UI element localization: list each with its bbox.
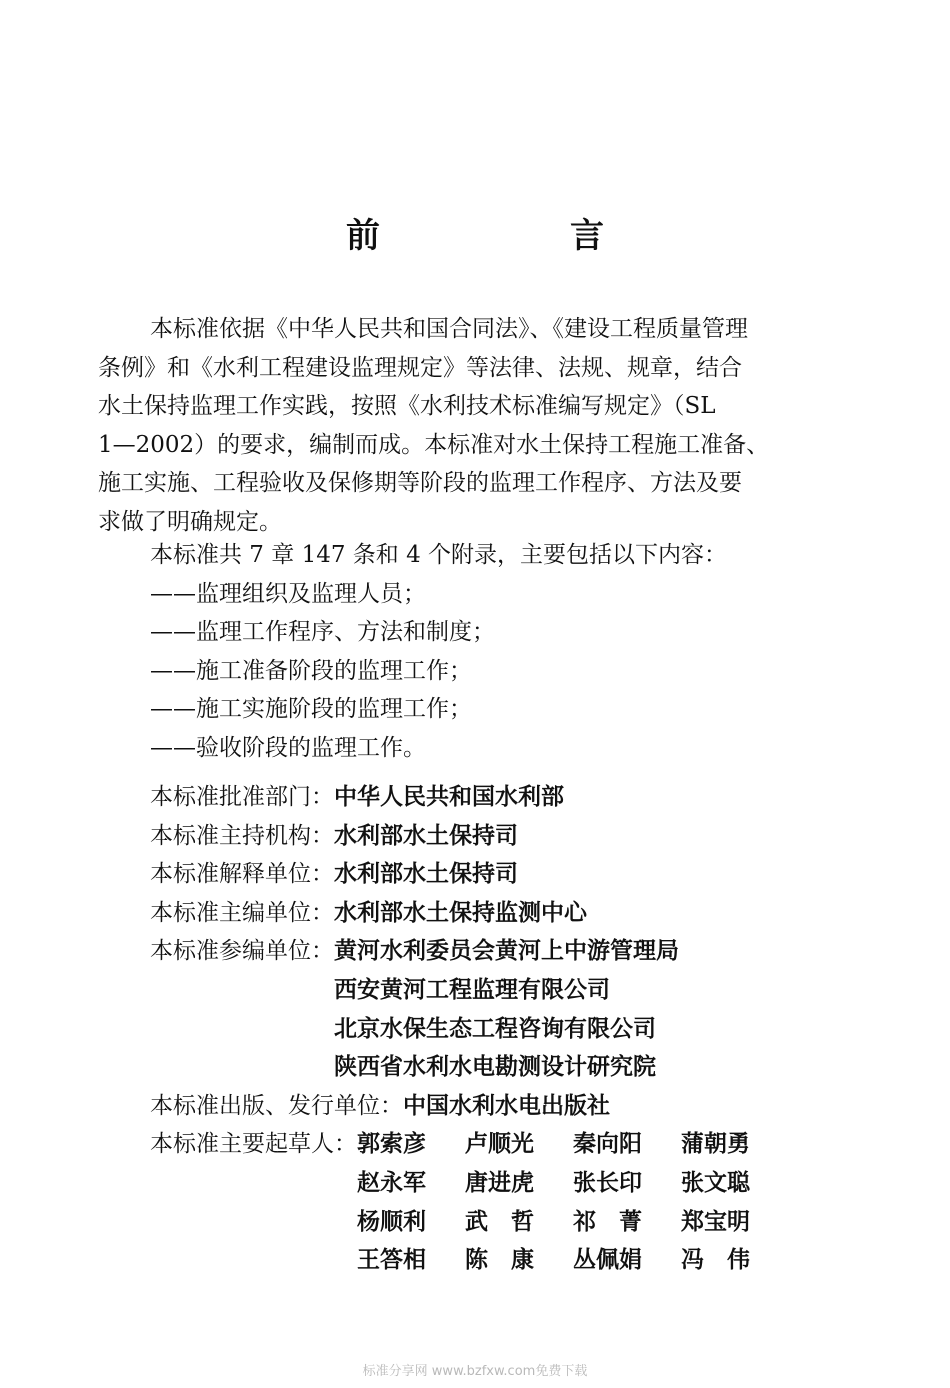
approval-row	[150, 778, 789, 817]
drafters-label: 本标准主要起草人：	[150, 1131, 357, 1158]
drafter-name: 秦向阳	[573, 1131, 642, 1158]
intro-paragraph	[98, 310, 848, 542]
participant-unit: 黄河水利委员会黄河上中游管理局	[334, 938, 679, 965]
drafter-name: 冯 伟	[681, 1247, 750, 1274]
chief-editor-label: 本标准主编单位：	[150, 899, 334, 926]
contents-list	[150, 536, 727, 768]
watermark-footer: 标准分享网 www.bzfxw.com免费下载	[362, 1364, 588, 1379]
host-label: 本标准主持机构：	[150, 822, 334, 849]
intro-line: 施工实施、工程验收及保修期等阶段的监理工作程序、方法及要	[98, 470, 742, 497]
drafter-name: 郑宝明	[681, 1208, 750, 1235]
host-row	[150, 817, 789, 856]
host-value: 水利部水土保持司	[334, 822, 518, 849]
drafter-name: 唐进虎	[465, 1169, 534, 1196]
drafter-name: 丛佩娟	[573, 1247, 642, 1274]
interpreter-label: 本标准解释单位：	[150, 861, 334, 888]
participant-unit: 西安黄河工程监理有限公司	[334, 976, 610, 1003]
drafter-name: 张长印	[573, 1169, 642, 1196]
interpreter-value: 水利部水土保持司	[334, 861, 518, 888]
drafter-name: 赵永军	[357, 1169, 426, 1196]
chief-editor-row	[150, 894, 789, 933]
intro-line: 本标准依据《中华人民共和国合同法》、《建设工程质量管理	[150, 316, 748, 342]
drafter-name: 卢顺光	[465, 1131, 534, 1158]
drafter-name: 陈 康	[465, 1247, 534, 1274]
list-item: ——监理组织及监理人员；	[150, 580, 426, 607]
interpreter-row	[150, 855, 789, 894]
intro-line: 条例》和《水利工程建设监理规定》等法律、法规、规章，结合	[98, 354, 742, 381]
drafter-name: 郭索彦	[357, 1131, 426, 1158]
publisher-label: 本标准出版、发行单位：	[150, 1092, 403, 1119]
publisher-value: 中国水利水电出版社	[403, 1092, 610, 1119]
approval-label: 本标准批准部门：	[150, 784, 334, 810]
drafter-name: 祁 菁	[573, 1208, 642, 1235]
drafters-row	[150, 1125, 789, 1279]
participant-unit: 陕西省水利水电勘测设计研究院	[334, 1054, 656, 1081]
list-item: ——监理工作程序、方法和制度；	[150, 619, 495, 646]
drafter-name: 杨顺利	[357, 1208, 426, 1235]
drafter-name: 张文聪	[681, 1169, 750, 1196]
page-title: 前 言	[346, 216, 682, 256]
participants-list	[334, 932, 679, 1086]
participant-unit: 北京水保生态工程咨询有限公司	[334, 1015, 656, 1042]
publisher-row	[150, 1087, 789, 1126]
list-item: ——施工实施阶段的监理工作；	[150, 696, 472, 723]
list-item: ——施工准备阶段的监理工作；	[150, 657, 472, 684]
intro-line: 1—2002）的要求，编制而成。本标准对水土保持工程施工准备、	[98, 431, 770, 458]
intro-line: 水土保持监理工作实践，按照《水利技术标准编写规定》（SL	[98, 393, 716, 420]
drafters-grid	[357, 1125, 789, 1279]
participants-label: 本标准参编单位：	[150, 938, 334, 965]
chief-editor-value: 水利部水土保持监测中心	[334, 899, 587, 926]
summary-line: 本标准共 7 章 147 条和 4 个附录，主要包括以下内容：	[150, 542, 728, 568]
drafter-name: 蒲朝勇	[681, 1131, 750, 1158]
standard-info	[150, 778, 789, 1280]
drafter-name: 武 哲	[465, 1208, 534, 1235]
drafter-name: 王答相	[357, 1247, 426, 1274]
approval-value: 中华人民共和国水利部	[334, 784, 564, 810]
list-item: ——验收阶段的监理工作。	[150, 734, 426, 761]
participants-row	[150, 932, 789, 1086]
intro-line: 求做了明确规定。	[98, 508, 282, 535]
